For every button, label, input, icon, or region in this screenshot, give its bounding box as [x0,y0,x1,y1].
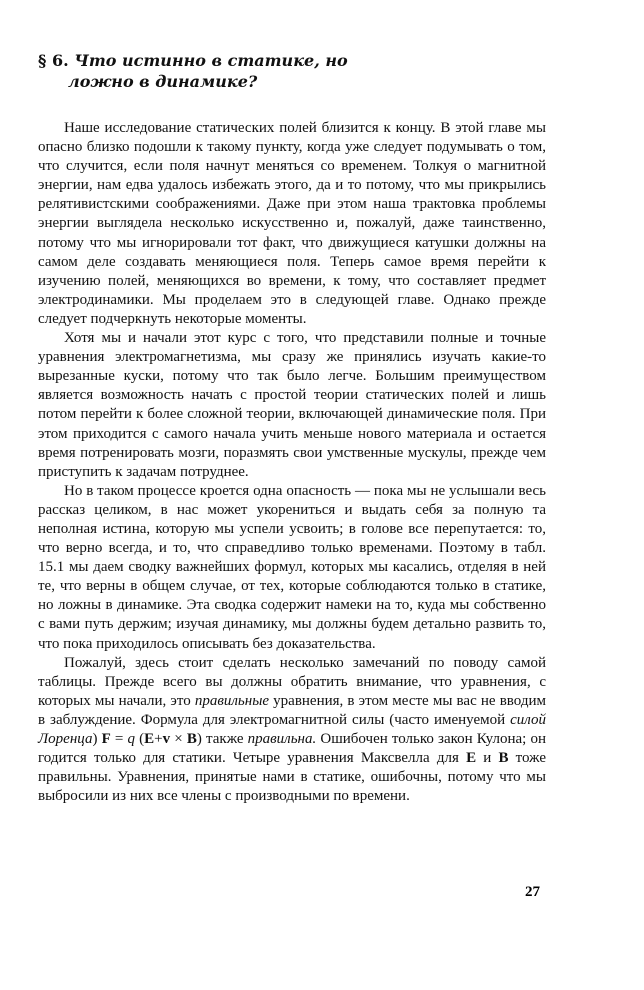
p4-text-1: Пожалуй, здесь стоит сделать несколько замечаний по поводу самой таблицы. Прежде всего вы должны обратить внимание, что уравнения, с которых мы начали, это [38,654,546,709]
formula-E: E [144,731,155,747]
p4-bold-E: E [466,750,477,767]
p4-text-7: тоже правильны. Уравнения, принятые нами в статике, ошибочны, потому что мы выбросили из них все члены с производными по времени. [38,750,546,805]
paragraph-1: Наше исследование статических полей близится к концу. В этой главе мы опасно близко подошли к такому пункту, когда уже следует подумывать о том, что случится, если поля начнут меняться со временем. Толкуя о магнитной энергии, нам едва удалось избежать этого, да и то потому, что мы прикрылись релятивистскими соображениями. Даже при этом наша трактовка проблемы энергии выглядела несколько искусственно и, пожалуй, даже таинственно, потому что мы игнорировали тот факт, что движущиеся катушки должны на самом деле создавать меняющиеся поля. Теперь самое время перейти к изучению полей, меняющихся во времени, к тому, что составляет предмет электродинамики. Мы проделаем это в следующей главе. Однако прежде следует подчеркнуть некоторые моменты. [38,120,546,327]
p4-text-3: ) [92,731,102,747]
section-title-line2: ложно в динамике? [68,72,258,91]
section-title-line1: Что истинно в статике, но [74,51,348,70]
paragraph-2: Хотя мы и начали этот курс с того, что представили полные и точные уравнения электромагнетизма, мы сразу же принялись изучать какие-то вырезанные куски, потому что так было легче. Большим преимуществом является возможность начать с простой теории статических полей и лишь потом перейти к более сложной теории, включающей динамические поля. При этом приходится с самого начала учить меньше нового материала и остается время потренировать мозги, поразмять свои умственные мускулы, прежде чем приступить к задачам потруднее. [38,330,546,480]
formula-paren-close: ) [196,731,202,747]
formula-B: B [186,731,197,747]
section-mark: § 6. [38,51,69,70]
formula-v: v [162,731,171,747]
formula-q: q [127,731,135,747]
formula-eq: = [110,731,128,747]
formula-plus: + [154,731,163,747]
paragraph-4 [38,654,546,807]
book-page [38,50,546,806]
p4-italic-2: силой Лоренца [38,711,546,747]
formula-F: F [101,731,111,747]
p4-italic-3: правильна. [247,731,317,747]
page-number: 27 [525,884,540,900]
p4-text-2: уравнения, в этом месте мы вас не вводим в заблуждение. Формула для электромагнитной силы (часто именуемой [38,692,546,728]
lorentz-formula [102,731,202,747]
formula-paren-open: ( [135,731,145,747]
p4-italic-1: правильные [194,692,270,709]
p4-text-6: и [476,750,499,767]
formula-times: × [170,731,187,747]
p4-text-5: Ошибочен только закон Кулона; он годится только для статики. Четыре уравнения Максвелла для [38,731,547,767]
section-heading [38,50,546,92]
p4-text-4: также [201,731,248,747]
paragraph-3: Но в таком процессе кроется одна опасность — пока мы не услышали весь рассказ целиком, в нас может укорениться и выдать себя за полную та неполная истина, которую мы успели усвоить; в голове все перепутается: то, что верно всегда, и то, что справедливо только временами. Поэтому в табл. 15.1 мы даем сводку важнейших формул, которых мы касались, отделяя в ней те, что верны в общем случае, от тех, которые соблюдаются только в статике, но ложны в динамике. Эта сводка содержит намеки на то, куда мы собственно с вами путь держим; изучая динамику, мы должны будем детально развить то, что пока приходилось описывать без доказательства. [38,482,546,652]
p4-bold-B: B [498,750,509,767]
